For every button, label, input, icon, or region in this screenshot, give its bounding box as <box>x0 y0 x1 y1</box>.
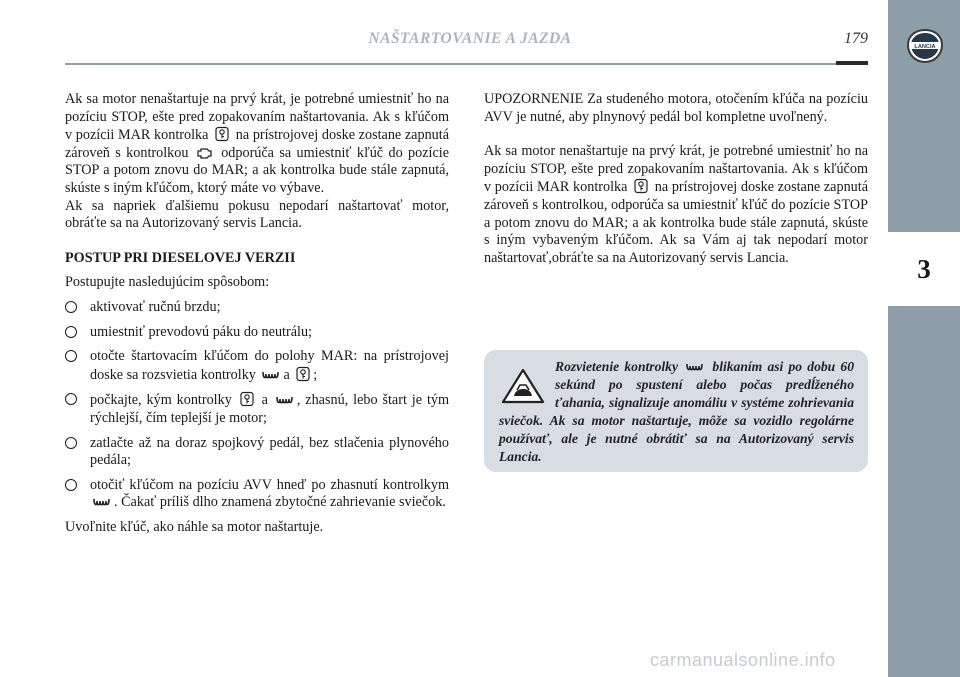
text-run: blikaním asi po dobu 60 sekúnd po spustení alebo počas predĺženého ťahania, signalizuje anomáliu v systéme zohrievania sviečok. Ak sa motor naštartuje, môže sa vozidlo regolárne používať, ale je nutné obrátiť sa na Autorizovaný servis Lancia. <box>499 359 855 464</box>
list-item-text: aktivovať ručnú brzdu; <box>90 298 221 315</box>
page-number: 179 <box>844 30 868 47</box>
list-item-text: otočiť kľúčom na pozíciu AVV hneď po zhasnutí kontrolkym <box>90 476 449 493</box>
list-item-text: a <box>283 366 290 383</box>
list-item <box>65 391 449 427</box>
list-item <box>65 348 449 384</box>
text-run: Ak sa motor nenaštartuje na prvý krát, je potrebné umiestniť ho na pozíciu STOP, ešte pred zopakovaním naštartovania. Ak s kľúčom v pozícii MAR kontrolka <box>65 91 449 144</box>
immobilizer-key-icon <box>214 126 230 142</box>
list-item-text: umiestniť prevodovú páku do neutrálu; <box>90 323 312 340</box>
chapter-number: 3 <box>917 253 931 284</box>
text-run: na prístrojovej doske zostane zapnutá zároveň s kontrolkou <box>65 127 450 161</box>
intro-text: Postupujte nasledujúcim spôsobom: <box>65 274 270 291</box>
glow-plug-icon <box>92 497 112 509</box>
right-column <box>484 91 868 267</box>
warning-text <box>499 358 854 466</box>
text-run: Ak sa motor nenaštartuje na prvý krát, je potrebné umiestniť ho na pozíciu STOP, ešte pred zopakovaním naštartovania. Ak s kľúčom v pozícii MAR kontrolka <box>484 143 868 196</box>
header-rule-end <box>836 61 868 65</box>
engine-fault-icon <box>196 146 214 160</box>
page-title: NAŠTARTOVANIE A JAZDA <box>368 30 572 47</box>
list-item <box>65 299 449 317</box>
paragraph <box>65 91 449 198</box>
warning-note <box>484 350 868 472</box>
paragraph: Ak sa napriek ďalšiemu pokusu nepodarí naštartovať motor, obráťte sa na Autorizovaný servis Lancia. <box>65 197 449 232</box>
text-run: odporúča sa umiestniť kľúč do pozície STOP a potom znovu do MAR; a ak kontrolka bude stále zapnutá, skúste s iným kľúčom, ktorý máte vo výbave. <box>65 144 449 196</box>
header-rule <box>65 63 868 65</box>
immobilizer-key-icon <box>239 391 255 407</box>
list-item <box>65 477 449 512</box>
glow-plug-icon <box>685 362 705 374</box>
list-item-text: ; <box>313 366 318 383</box>
procedure-list <box>65 299 449 512</box>
list-item-text: a <box>261 392 268 409</box>
immobilizer-key-icon <box>633 178 649 194</box>
list-item-text: . Čakať príliš dlho znamená zbytočné zahrievanie sviečok. <box>114 494 446 511</box>
text-run: Rozvietenie kontrolky <box>555 359 678 374</box>
bullet-icon <box>65 326 77 338</box>
list-item-text: zatlačte až na doraz spojkový pedál, bez stlačenia plynového pedála; <box>90 434 449 469</box>
paragraph <box>484 143 868 267</box>
glow-plug-icon <box>275 395 295 407</box>
list-item-text: , zhasnú, lebo štart je tým rýchlejší, čím teplejší je motor; <box>90 392 450 426</box>
lancia-logo <box>905 28 945 64</box>
sidebar-tab-bottom <box>888 310 960 677</box>
left-column <box>65 91 449 536</box>
chapter-sidebar <box>888 0 960 677</box>
paragraph: UPOZORNENIE Za studeného motora, otočením kľúča na pozíciu AVV je nutné, aby plnynový pedál bol kompletne uvoľnený. <box>484 91 868 125</box>
glow-plug-icon <box>261 370 281 382</box>
bullet-icon <box>65 393 77 405</box>
bullet-icon <box>65 350 77 362</box>
logo-lettering: LANCIA <box>914 43 936 50</box>
text-run: na prístrojovej doske zostane zapnutá zároveň s kontrolkou, odporúča sa umiestniť kľúč do pozície STOP a potom znovu do MAR; a ak kontrolka bude stále zapnutá, skúste s iným vybaveným kľúčom. Ak sa Vám aj tak nepodarí motor naštartovať,obráťte sa na Autorizovaný servis Lancia. <box>484 179 869 266</box>
list-item-text: otočte štartovacím kľúčom do polohy MAR: na prístrojovej doske sa rozsvietia kontrolky <box>90 348 449 383</box>
bullet-icon <box>65 301 77 313</box>
list-item <box>65 324 449 342</box>
immobilizer-key-icon <box>295 366 311 382</box>
bullet-icon <box>65 479 77 491</box>
warning-triangle-icon <box>501 368 545 404</box>
chapter-tab-active[interactable] <box>888 232 960 306</box>
outro-text: Uvoľnite kľúč, ako náhle sa motor naštartuje. <box>65 518 324 535</box>
watermark: carmanualsonline.info <box>650 650 836 670</box>
section-heading: POSTUP PRI DIESELOVEJ VERZII <box>65 249 296 266</box>
bullet-icon <box>65 437 77 449</box>
list-item-text: počkajte, kým kontrolky <box>90 392 232 409</box>
list-item <box>65 435 449 470</box>
